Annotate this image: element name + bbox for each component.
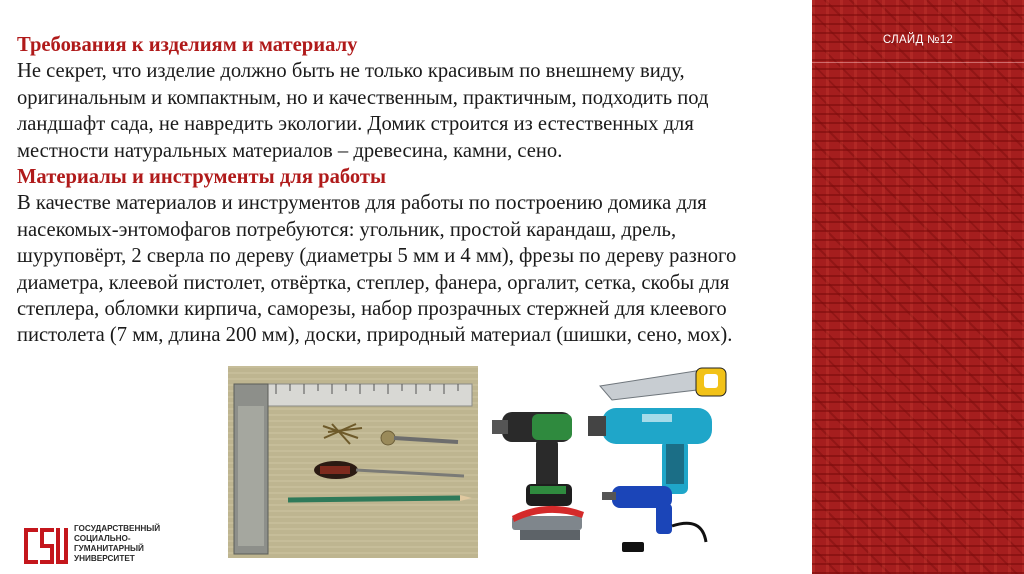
paragraph-requirements: Не секрет, что изделие должно быть не только красивым по внешнему виду, оригинальным и компактным, но и качественным, практичным, подходить под ландшафт сада, не навредить экологии. Домик строится из естественных для местности натуральных материалов – древесина, камни, сено. [17,60,709,162]
logo-line-1: ГОСУДАРСТВЕННЫЙ [74,524,161,533]
logo-line-3: ГУМАНИТАРНЫЙ [74,544,144,553]
heading-requirements: Требования к изделиям и материалу [17,34,358,56]
tools-photo-right [492,366,732,558]
logo-line-4: УНИВЕРСИТЕТ [74,554,135,563]
logo-line-2: СОЦИАЛЬНО- [74,534,131,543]
slide-body [17,32,787,349]
panel-divider [812,62,1024,63]
university-name [74,524,224,564]
heading-materials: Материалы и инструменты для работы [17,166,387,189]
university-logo-icon [20,522,68,566]
university-logo [20,522,220,566]
paragraph-materials: В качестве материалов и инструментов для работы по построению домика для насекомых-энтомофагов потребуются: угольник, простой карандаш, дрель, шуруповёрт, 2 сверла по дереву (диаметры 5 мм и 4 мм), фрезы по дереву разного диаметра, клеевой пистолет, отвёртка, степлер, фанера, оргалит, сетка, скобы для степлера, обломки кирпича, саморезы, набор прозрачных стержней для клеевого пистолета (7 мм, длина 200 мм), доски, природный материал (шишки, сено, мох). [17,192,737,347]
slide-number: СЛАЙД №12 [882,34,954,46]
decorative-side-panel [812,0,1024,574]
power-tools-icon [492,366,732,558]
tools-on-table-icon [228,366,478,558]
tools-photo-left [228,366,478,558]
